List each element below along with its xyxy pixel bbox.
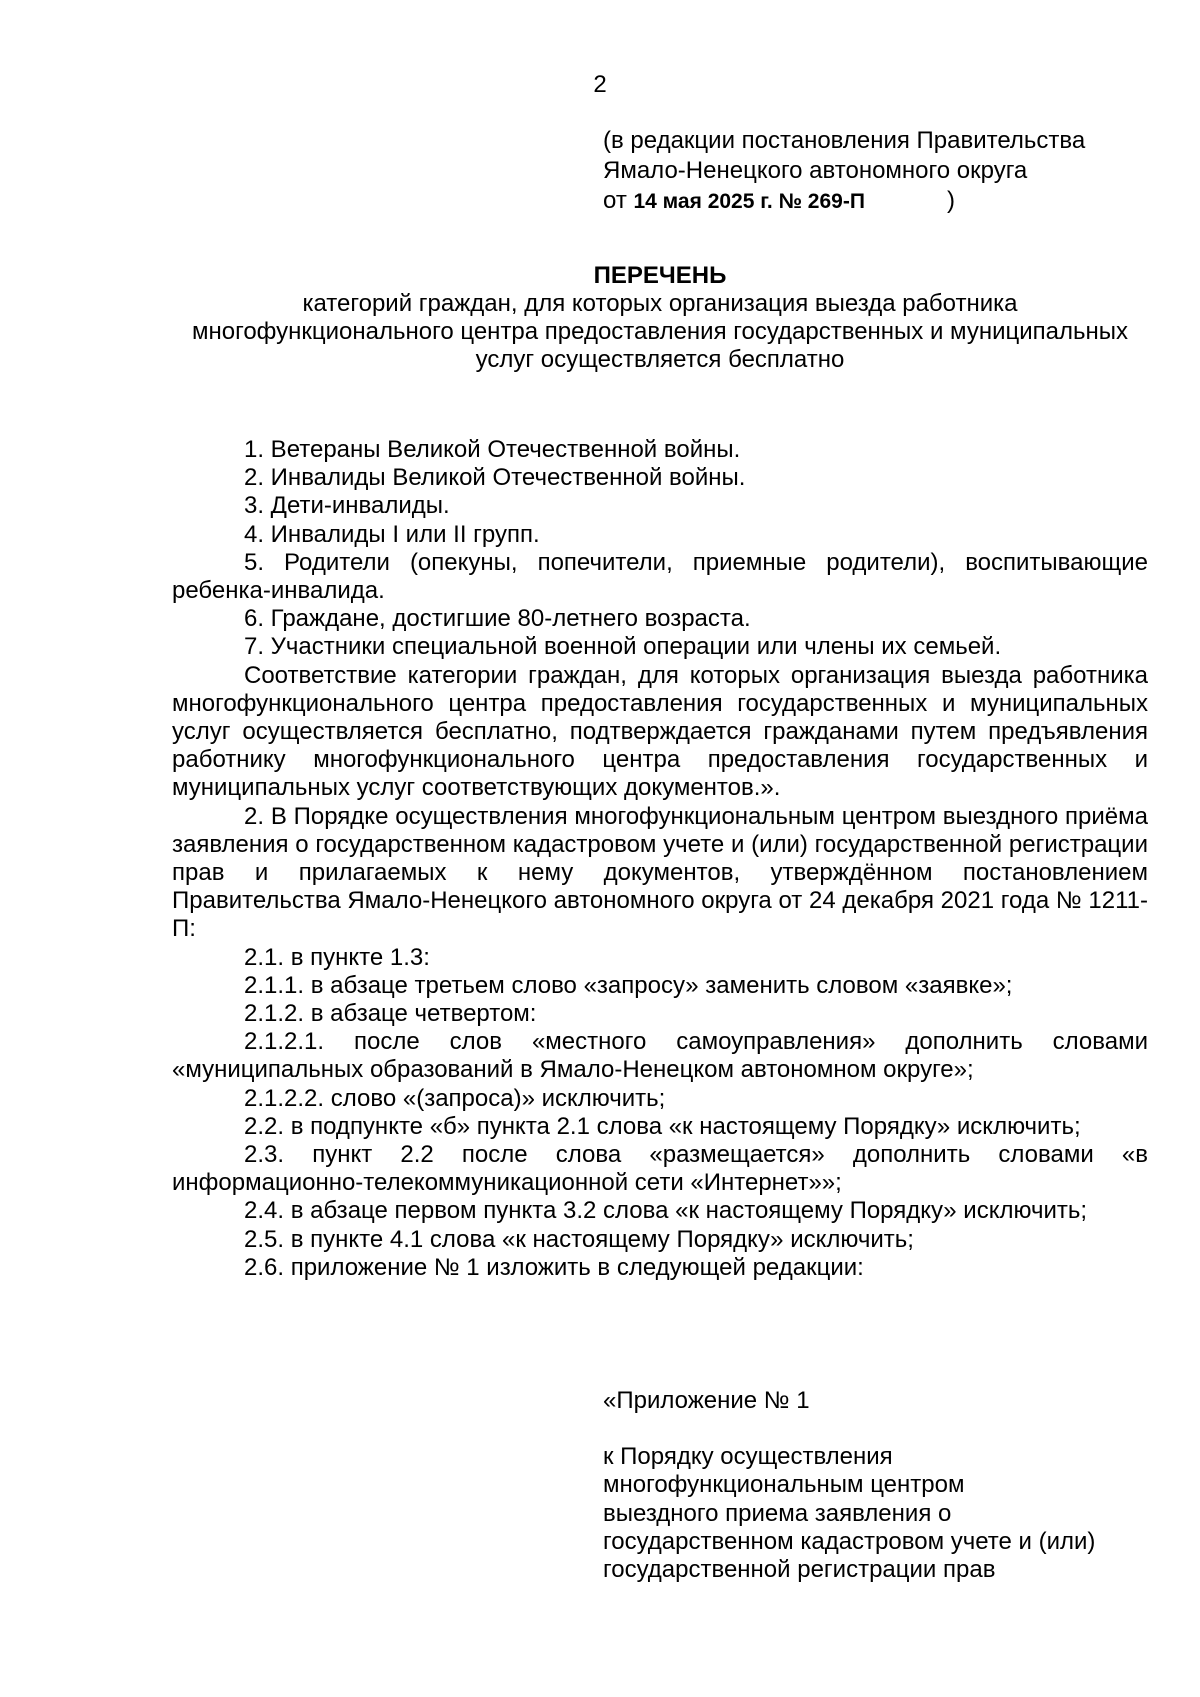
annex-line: к Порядку осуществления [603, 1443, 893, 1471]
paragraph: 2.5. в пункте 4.1 слова «к настоящему Порядку» исключить; [244, 1225, 914, 1253]
annex-line: выездного приема заявления о [603, 1499, 952, 1527]
annex-line: государственном кадастровом учете и (или) [603, 1527, 1096, 1555]
paragraph: Соответствие категории граждан, для которых организация выезда работника многофункционального центра предоставления государственных и муниципальных услуг осуществляется бесплатно, подтверждается гражданами путем предъявления работнику многофункционального центра предоставления государственных и муниципальных услуг соответствующих документов.». [172, 661, 1148, 802]
annex-line: многофункциональным центром [603, 1471, 965, 1499]
edition-line-1: (в редакции постановления Правительства [603, 127, 1086, 154]
edition-line-3 [603, 186, 1163, 217]
annex-line: государственной регистрации прав [603, 1556, 996, 1584]
paragraph: 2.3. пункт 2.2 после слова «размещается» дополнить словами «в информационно-телекоммуникационной сети «Интернет»»; [172, 1141, 1148, 1197]
paragraph: 2.1.2.2. слово «(запроса)» исключить; [244, 1084, 666, 1112]
list-item: 3. Дети-инвалиды. [244, 492, 450, 520]
list-item: 2. Инвалиды Великой Отечественной войны. [244, 464, 746, 492]
edition-line-2: Ямало-Ненецкого автономного округа [603, 157, 1028, 184]
paragraph: 2.1.2.1. после слов «местного самоуправления» дополнить словами «муниципальных образований в Ямало-Ненецком автономном округе»; [172, 1028, 1148, 1084]
document-heading [170, 262, 1150, 374]
list-item: 4. Инвалиды I или II групп. [244, 520, 540, 548]
paragraph: 2.1.2. в абзаце четвертом: [244, 1000, 537, 1028]
page-number: 2 [593, 71, 607, 98]
edition-prefix: от [603, 187, 627, 214]
edition-suffix: ) [946, 187, 955, 214]
document-subtitle: категорий граждан, для которых организация выезда работника многофункционального центра предоставления государственных и муниципальных услуг осуществляется бесплатно [192, 290, 1128, 373]
paragraph: 2.2. в подпункте «б» пункта 2.1 слова «к настоящему Порядку» исключить; [244, 1112, 1081, 1140]
paragraph: 2.1. в пункте 1.3: [244, 943, 430, 971]
paragraph: 2.6. приложение № 1 изложить в следующей редакции: [244, 1253, 864, 1281]
document-title: ПЕРЕЧЕНЬ [593, 262, 727, 289]
edition-date-number: 14 мая 2025 г. № 269-П [633, 190, 865, 213]
list-item: 5. Родители (опекуны, попечители, приемные родители), воспитывающие ребенка-инвалида. [172, 548, 1148, 605]
edition-note [603, 126, 1163, 217]
paragraph: 2. В Порядке осуществления многофункциональным центром выездного приёма заявления о государственном кадастровом учете и (или) государственной регистрации прав и прилагаемых к нему документов, утверждённом постановлением Правительства Ямало-Ненецкого автономного округа от 24 декабря 2021 года № 1211-П: [172, 802, 1148, 943]
list-item: 7. Участники специальной военной операции или члены их семьей. [244, 633, 1002, 661]
paragraph: 2.1.1. в абзаце третьем слово «запросу» заменить словом «заявке»; [244, 971, 1013, 999]
list-item: 6. Граждане, достигшие 80-летнего возраста. [244, 605, 751, 633]
list-item: 1. Ветераны Великой Отечественной войны. [244, 436, 741, 463]
annex-header [603, 1387, 1163, 1584]
paragraph: 2.4. в абзаце первом пункта 3.2 слова «к настоящему Порядку» исключить; [244, 1197, 1088, 1225]
annex-title: «Приложение № 1 [603, 1387, 810, 1414]
document-body [172, 436, 1148, 1282]
